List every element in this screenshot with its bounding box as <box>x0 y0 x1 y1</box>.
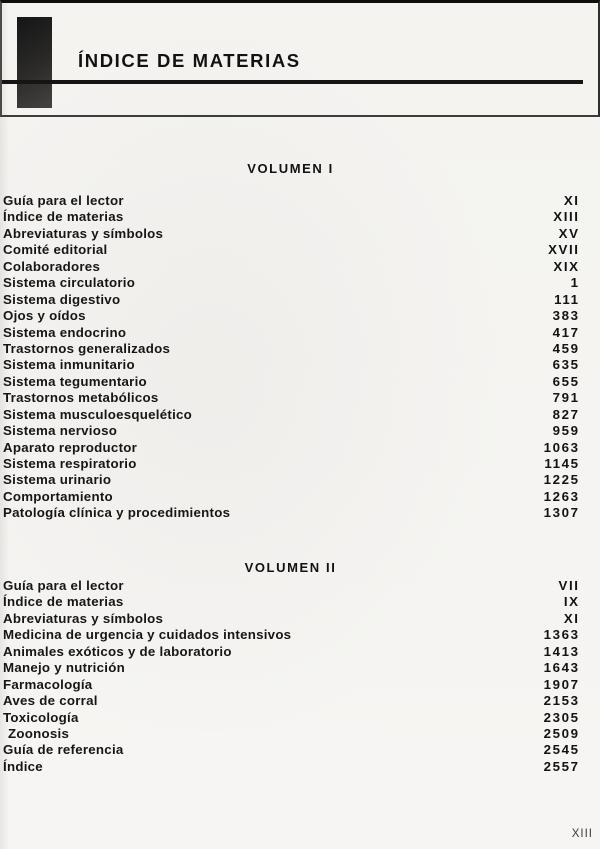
toc-entry-label: Medicina de urgencia y cuidados intensivos <box>3 627 292 643</box>
toc-entry-page: 417 <box>552 324 580 340</box>
toc-entry-page: 1 <box>570 275 580 291</box>
toc-entry-label: Patología clínica y procedimientos <box>3 505 231 521</box>
toc-entry-page: 2305 <box>543 709 580 725</box>
toc-entry-label: Colaboradores <box>3 258 101 274</box>
toc-entry-page: IX <box>563 594 580 610</box>
toc-entry-page: 827 <box>552 406 580 422</box>
toc-entry-label: Índice de materias <box>3 209 124 225</box>
decorative-black-block <box>17 17 52 108</box>
toc-entry-label: Sistema nervioso <box>3 423 118 439</box>
toc-entry-page: 959 <box>552 423 580 439</box>
toc-row <box>3 407 578 423</box>
toc-entry-label: Sistema respiratorio <box>3 456 137 471</box>
toc-row <box>3 611 578 627</box>
toc-entry-page: 2509 <box>543 725 580 741</box>
toc-entry-page: 111 <box>554 291 580 307</box>
toc-entry-label: Sistema endocrino <box>3 324 127 340</box>
toc-entry-label: Animales exóticos y de laboratorio <box>3 643 232 659</box>
toc-entry-label: Manejo y nutrición <box>3 660 125 676</box>
toc-entry-page: XI <box>563 610 580 626</box>
toc-row <box>3 226 578 242</box>
volume-2-entries <box>3 578 578 775</box>
toc-entry-label: Índice <box>3 758 43 774</box>
toc-row <box>3 660 578 676</box>
toc-row <box>3 193 578 209</box>
toc-row <box>3 275 578 291</box>
toc-entry-page: 1063 <box>543 439 580 455</box>
toc-row <box>3 390 578 406</box>
volume-1-entries <box>3 193 578 522</box>
toc-row <box>3 357 578 373</box>
toc-row <box>3 627 578 643</box>
toc-row <box>3 292 578 308</box>
header-rule <box>2 80 583 84</box>
toc-entry-page: 1413 <box>543 643 580 659</box>
toc-row <box>3 710 578 726</box>
toc-row <box>3 594 578 610</box>
toc-entry-page: 1263 <box>543 488 580 504</box>
toc-row <box>3 440 578 456</box>
toc-entry-page: XI <box>563 193 580 208</box>
toc-row <box>3 242 578 258</box>
volume-2-heading: VOLUMEN II <box>244 560 337 575</box>
volume-1-heading: VOLUMEN I <box>247 161 334 176</box>
toc-entry-label: Guía de referencia <box>3 742 124 758</box>
toc-entry-page: XIII <box>553 209 580 225</box>
toc-entry-label: Trastornos generalizados <box>3 340 171 356</box>
toc-entry-label: Sistema urinario <box>3 472 112 488</box>
toc-entry-label: Aves de corral <box>3 693 98 709</box>
toc-row <box>3 578 578 594</box>
toc-entry-page: 459 <box>552 340 580 356</box>
toc-entry-label: Guía para el lector <box>3 193 124 208</box>
toc-row <box>3 505 578 521</box>
toc-row <box>3 325 578 341</box>
toc-entry-label: Sistema tegumentario <box>3 373 147 389</box>
toc-entry-label: Índice de materias <box>3 594 124 610</box>
toc-row <box>3 259 578 275</box>
toc-row <box>3 209 578 225</box>
toc-entry-label: Comité editorial <box>3 242 108 258</box>
toc-entry-label: Farmacología <box>3 676 93 692</box>
toc-row <box>3 693 578 709</box>
toc-entry-page: 1225 <box>543 472 580 488</box>
toc-entry-label: Aparato reproductor <box>3 439 138 455</box>
toc-entry-page: 791 <box>552 390 580 406</box>
toc-row <box>3 677 578 693</box>
toc-entry-label: Zoonosis <box>8 725 70 741</box>
toc-entry-page: XVII <box>548 242 580 258</box>
toc-entry-label: Guía para el lector <box>3 578 124 593</box>
toc-entry-label: Ojos y oídos <box>3 308 86 324</box>
toc-entry-page: 655 <box>552 373 580 389</box>
toc-row <box>3 341 578 357</box>
volume-2-section <box>3 561 578 775</box>
toc-entry-page: XV <box>558 225 580 241</box>
toc-row <box>3 759 578 775</box>
toc-entry-page: VII <box>558 578 580 593</box>
page-number: XIII <box>571 828 593 840</box>
toc-entry-label: Abreviaturas y símbolos <box>3 610 164 626</box>
toc-entry-label: Sistema circulatorio <box>3 275 136 291</box>
volume-1-section <box>3 162 578 522</box>
toc-entry-page: 383 <box>552 308 580 324</box>
page-title: ÍNDICE DE MATERIAS <box>78 50 301 71</box>
toc-row <box>3 308 578 324</box>
toc-row <box>3 742 578 758</box>
toc-entry-label: Sistema musculoesquelético <box>3 406 193 422</box>
toc-entry-page: XIX <box>553 258 580 274</box>
header <box>0 0 600 117</box>
toc-entry-page: 1307 <box>543 505 580 521</box>
toc-entry-page: 1145 <box>544 456 580 471</box>
toc-entry-page: 1907 <box>543 676 580 692</box>
toc-row <box>3 726 578 742</box>
toc-row <box>3 423 578 439</box>
toc-entry-label: Sistema digestivo <box>3 291 121 307</box>
toc-row <box>3 489 578 505</box>
toc-entry-page: 2557 <box>543 758 580 774</box>
toc-entry-page: 2153 <box>543 693 580 709</box>
toc-entry-label: Toxicología <box>3 709 79 725</box>
toc-row <box>3 456 578 472</box>
toc-entry-page: 2545 <box>543 742 580 758</box>
toc-entry-label: Abreviaturas y símbolos <box>3 225 164 241</box>
toc-row <box>3 644 578 660</box>
toc-row <box>3 472 578 488</box>
toc-entry-page: 1643 <box>543 660 580 676</box>
toc-entry-label: Comportamiento <box>3 488 113 504</box>
toc-entry-label: Trastornos metabólicos <box>3 390 159 406</box>
toc-entry-label: Sistema inmunitario <box>3 357 135 373</box>
toc-entry-page: 635 <box>552 357 580 373</box>
toc-row <box>3 374 578 390</box>
toc-entry-page: 1363 <box>543 627 580 643</box>
